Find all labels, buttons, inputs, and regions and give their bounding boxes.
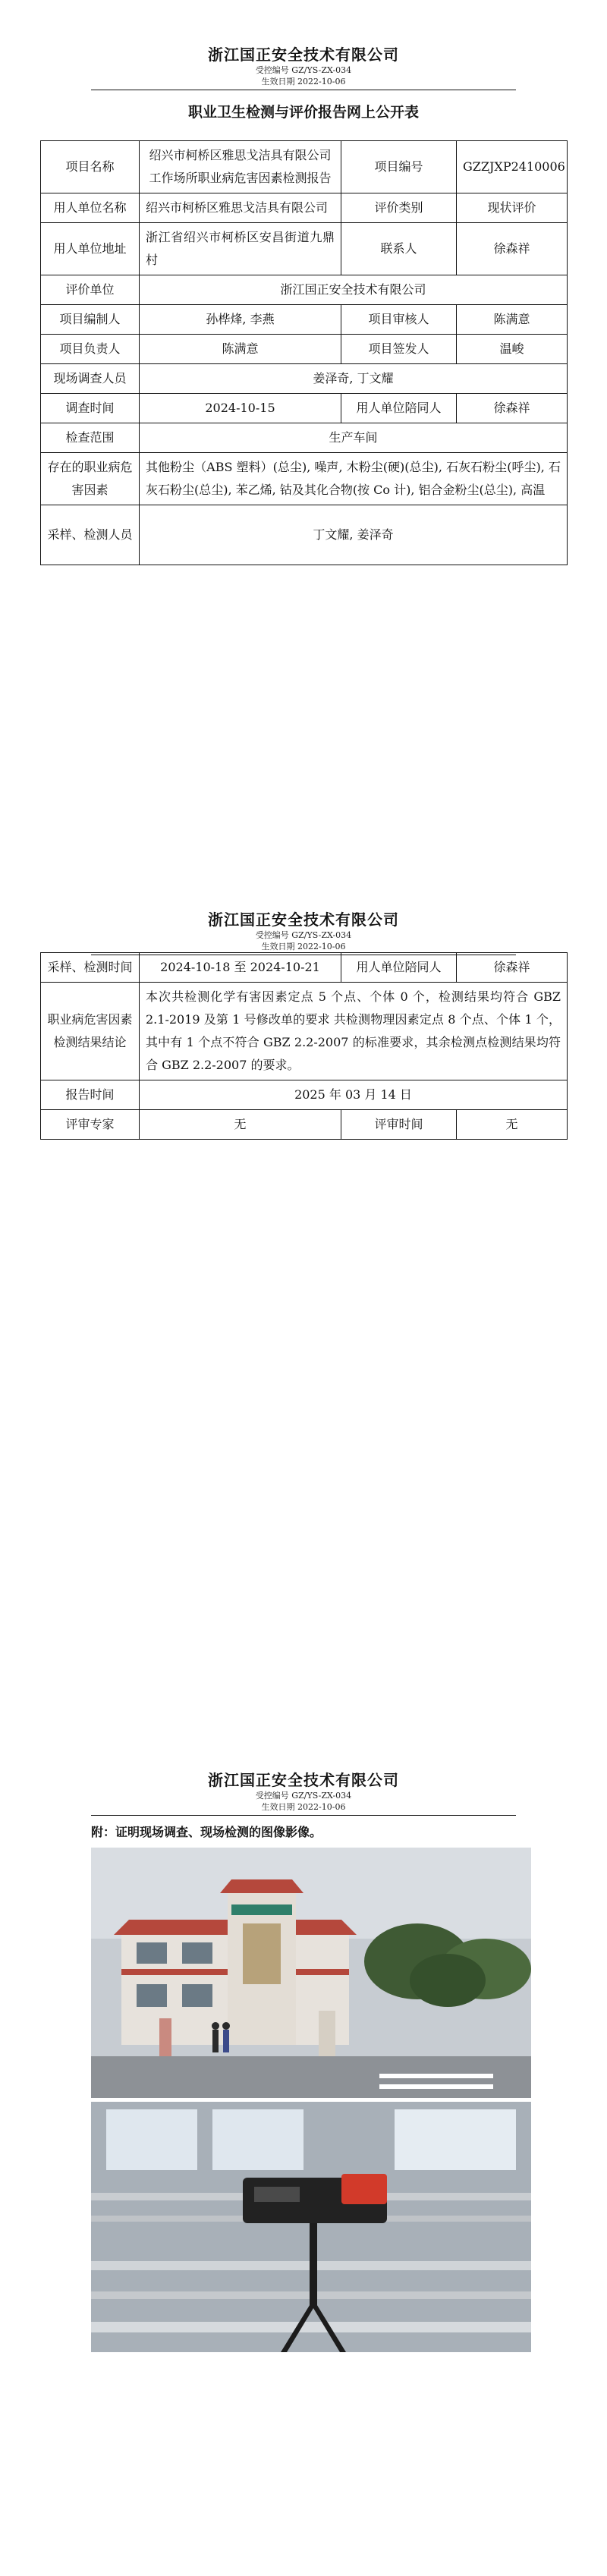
field-detection-photo bbox=[91, 2102, 531, 2352]
review-time-value: 无 bbox=[457, 1110, 568, 1140]
sampling-time-label: 采样、检测时间 bbox=[41, 953, 140, 983]
document-title: 职业卫生检测与评价报告网上公开表 bbox=[187, 104, 419, 121]
page-3 bbox=[0, 1738, 607, 1839]
control-number: 受控编号 GZ/YS-ZX-034 bbox=[255, 1791, 352, 1801]
issuer-value: 温峻 bbox=[457, 335, 568, 364]
table-row bbox=[41, 1080, 568, 1110]
page-header bbox=[0, 1738, 607, 1816]
escort-value: 徐森祥 bbox=[457, 953, 568, 983]
employer-value: 绍兴市柯桥区雅思戈洁具有限公司 bbox=[140, 193, 341, 223]
table-row bbox=[41, 953, 568, 983]
table-row bbox=[41, 394, 568, 423]
table-row bbox=[41, 423, 568, 453]
disclosure-table-continued bbox=[40, 952, 568, 1140]
page-header bbox=[0, 0, 607, 90]
project-no-label: 项目编号 bbox=[341, 141, 457, 193]
review-time-label: 评审时间 bbox=[341, 1110, 457, 1140]
survey-time-value: 2024-10-15 bbox=[140, 394, 341, 423]
expert-label: 评审专家 bbox=[41, 1110, 140, 1140]
detection-instrument-illustration bbox=[91, 2102, 531, 2352]
project-name-value: 绍兴市柯桥区雅思戈洁具有限公司工作场所职业病危害因素检测报告 bbox=[140, 141, 341, 193]
site-survey-photo bbox=[91, 1848, 531, 2098]
effective-date: 生效日期 2022-10-06 bbox=[261, 942, 346, 951]
contact-label: 联系人 bbox=[341, 223, 457, 275]
project-no-value: GZZJXP2410006 bbox=[457, 141, 568, 193]
contact-value: 徐森祥 bbox=[457, 223, 568, 275]
reviewer-label: 项目审核人 bbox=[341, 305, 457, 335]
address-label: 用人单位地址 bbox=[41, 223, 140, 275]
table-row bbox=[41, 1110, 568, 1140]
compiler-label: 项目编制人 bbox=[41, 305, 140, 335]
disclosure-table-main bbox=[40, 140, 568, 565]
escort-value: 徐森祥 bbox=[457, 394, 568, 423]
page-1 bbox=[0, 0, 607, 542]
eval-type-value: 现状评价 bbox=[457, 193, 568, 223]
scope-value: 生产车间 bbox=[140, 423, 568, 453]
sampler-value: 丁文耀, 姜泽奇 bbox=[140, 505, 568, 565]
page-header bbox=[0, 873, 607, 955]
employer-label: 用人单位名称 bbox=[41, 193, 140, 223]
header-rule bbox=[91, 1815, 516, 1816]
escort-label: 用人单位陪同人 bbox=[341, 953, 457, 983]
expert-value: 无 bbox=[140, 1110, 341, 1140]
effective-date: 生效日期 2022-10-06 bbox=[261, 1802, 346, 1812]
eval-type-label: 评价类别 bbox=[341, 193, 457, 223]
leader-label: 项目负责人 bbox=[41, 335, 140, 364]
company-name: 浙江国正安全技术有限公司 bbox=[208, 911, 399, 929]
page-2 bbox=[0, 873, 607, 1131]
table-row bbox=[41, 983, 568, 1080]
sampling-time-value: 2024-10-18 至 2024-10-21 bbox=[140, 953, 341, 983]
company-name: 浙江国正安全技术有限公司 bbox=[208, 46, 399, 64]
effective-date: 生效日期 2022-10-06 bbox=[261, 77, 346, 86]
table-row bbox=[41, 193, 568, 223]
address-value: 浙江省绍兴市柯桥区安昌街道九鼎村 bbox=[140, 223, 341, 275]
conclusion-label: 职业病危害因素检测结果结论 bbox=[41, 983, 140, 1080]
table-row bbox=[41, 453, 568, 505]
attachment-caption: 附：证明现场调查、现场检测的图像影像。 bbox=[91, 1825, 322, 1839]
company-name: 浙江国正安全技术有限公司 bbox=[208, 1771, 399, 1789]
surveyor-label: 现场调查人员 bbox=[41, 364, 140, 394]
reviewer-value: 陈满意 bbox=[457, 305, 568, 335]
project-name-label: 项目名称 bbox=[41, 141, 140, 193]
conclusion-value: 本次共检测化学有害因素定点 5 个点、个体 0 个，检测结果均符合 GBZ 2.1-2019 及第 1 号修改单的要求 共检测物理因素定点 8 个点、个体 1 个，其中有 1 个点不符合 GBZ 2.2-2007 的标准要求，其余检测点检测结果均符合 GBZ 2.2-2007 的要求。 bbox=[140, 983, 568, 1080]
compiler-value: 孙桦烽, 李燕 bbox=[140, 305, 341, 335]
control-number: 受控编号 GZ/YS-ZX-034 bbox=[255, 65, 352, 75]
scope-label: 检查范围 bbox=[41, 423, 140, 453]
issuer-label: 项目签发人 bbox=[341, 335, 457, 364]
table-row bbox=[41, 275, 568, 305]
eval-unit-value: 浙江国正安全技术有限公司 bbox=[140, 275, 568, 305]
surveyor-value: 姜泽奇, 丁文耀 bbox=[140, 364, 568, 394]
report-time-value: 2025 年 03 月 14 日 bbox=[140, 1080, 568, 1110]
escort-label: 用人单位陪同人 bbox=[341, 394, 457, 423]
hazards-label: 存在的职业病危害因素 bbox=[41, 453, 140, 505]
table-row bbox=[41, 505, 568, 565]
building-photo-illustration bbox=[91, 1848, 531, 2098]
sampler-label: 采样、检测人员 bbox=[41, 505, 140, 565]
leader-value: 陈满意 bbox=[140, 335, 341, 364]
table-row bbox=[41, 335, 568, 364]
table-row bbox=[41, 364, 568, 394]
control-number: 受控编号 GZ/YS-ZX-034 bbox=[255, 930, 352, 940]
eval-unit-label: 评价单位 bbox=[41, 275, 140, 305]
table-row bbox=[41, 223, 568, 275]
table-row bbox=[41, 305, 568, 335]
table-row bbox=[41, 141, 568, 193]
hazards-value: 其他粉尘（ABS 塑料）(总尘), 噪声, 木粉尘(硬)(总尘), 石灰石粉尘(呼尘), 石灰石粉尘(总尘), 苯乙烯, 钴及其化合物(按 Co 计), 铝合金粉尘(总尘), 高温 bbox=[140, 453, 568, 505]
survey-time-label: 调查时间 bbox=[41, 394, 140, 423]
report-time-label: 报告时间 bbox=[41, 1080, 140, 1110]
